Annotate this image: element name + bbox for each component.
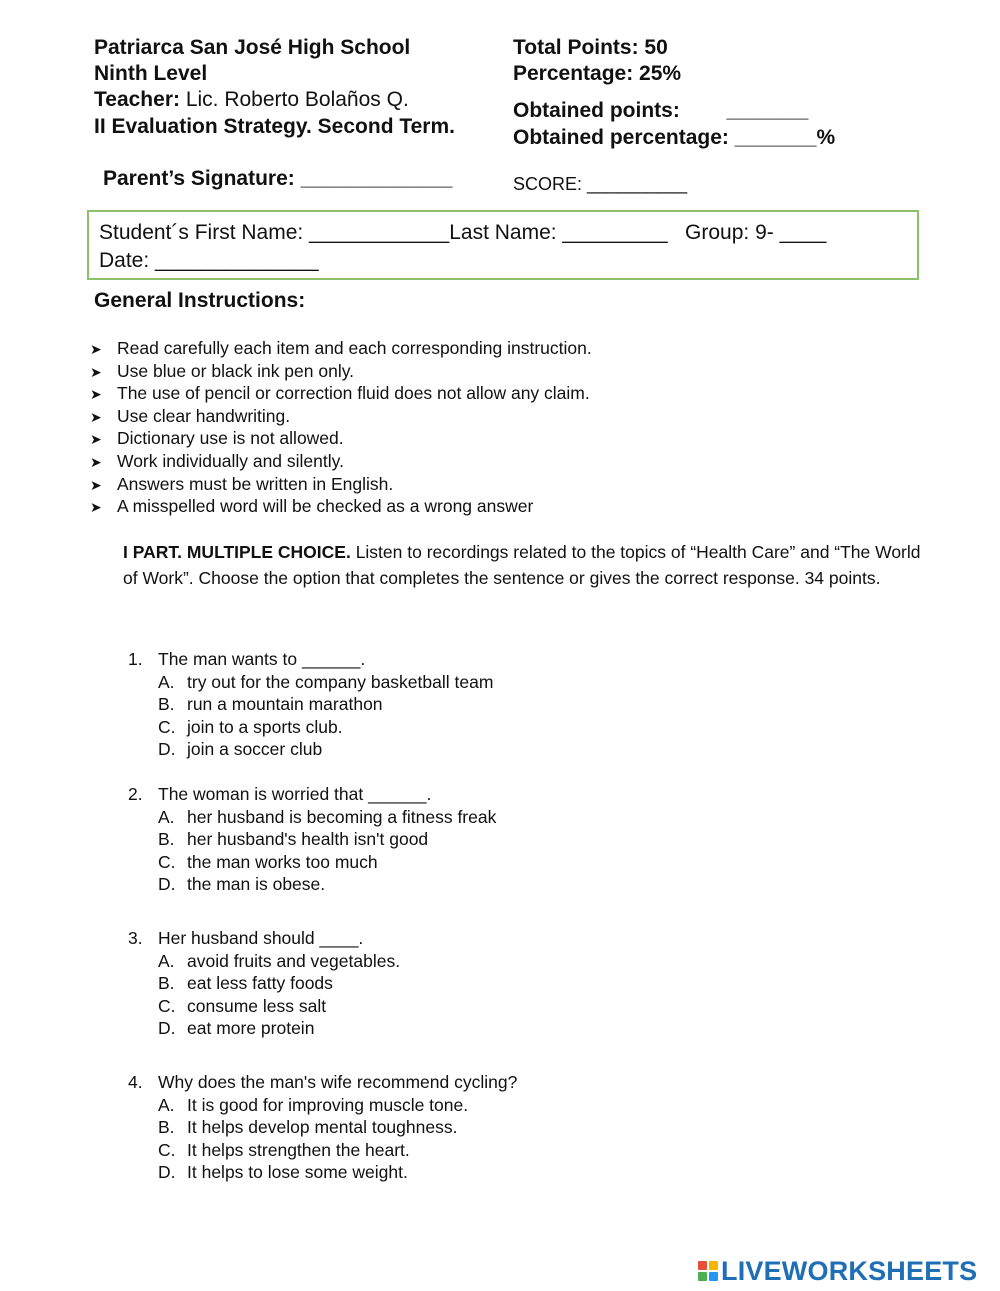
part1-title: I PART. MULTIPLE CHOICE. [123,542,351,562]
question-stem: Why does the man's wife recommend cycling? [158,1072,518,1092]
list-item: ➤ A misspelled word will be checked as a wrong answer [90,495,592,518]
arrow-bullet-icon: ➤ [90,341,102,357]
list-item: ➤ The use of pencil or correction fluid does not allow any claim. [90,382,592,405]
option-b: B. her husband's health isn't good [158,829,429,850]
option-c: C. It helps strengthen the heart. [158,1139,410,1160]
list-item: ➤ Answers must be written in English. [90,473,592,496]
instructions-list [90,337,592,518]
question-stem: Her husband should ____. [158,928,364,948]
liveworksheets-logo [698,1256,977,1286]
score-line: SCORE: __________ [513,174,688,194]
option-d: D. join a soccer club [158,739,323,760]
option-c: C. join to a sports club. [158,716,343,737]
arrow-bullet-icon: ➤ [90,499,102,516]
option-a: A. avoid fruits and vegetables. [158,950,401,971]
logo-text: LIVEWORKSHEETS [721,1255,978,1286]
total-points: Total Points: 50 [513,36,668,59]
question-1: 1. The man wants to ______. A. try out for the company basketball team B. run a mountain marathon C. join to a sports club. D. join a soccer club [128,649,494,760]
arrow-bullet-icon: ➤ [90,363,102,380]
option-d: D. It helps to lose some weight. [158,1162,408,1183]
option-c: C. consume less salt [158,995,327,1016]
list-item: ➤ Read carefully each item and each corresponding instruction. [90,337,592,360]
option-b: B. It helps develop mental toughness. [158,1117,458,1138]
question-stem: The woman is worried that ______. [158,784,432,804]
arrow-bullet-icon: ➤ [90,431,102,448]
question-2: 2. The woman is worried that ______. A. her husband is becoming a fitness freak B. her husband's health isn't good C. the man works too much D. the man is obese. [128,784,497,895]
option-a: A. her husband is becoming a fitness freak [158,806,497,827]
arrow-bullet-icon: ➤ [90,408,102,425]
percentage: Percentage: 25% [513,62,682,85]
list-item: ➤ Use clear handwriting. [90,405,592,428]
teacher-line [94,87,409,113]
teacher-name: Lic. Roberto Bolaños Q. [185,88,409,111]
question-4: 4. Why does the man's wife recommend cycling? A. It is good for improving muscle tone. B. It helps develop mental toughness. C. It helps strengthen the heart. D. It helps to lose some weight. [128,1072,518,1183]
evaluation-title: II Evaluation Strategy. Second Term. [94,115,455,138]
arrow-bullet-icon: ➤ [90,453,102,470]
option-b: B. run a mountain marathon [158,694,383,715]
student-info-box [87,210,919,280]
option-a: A. It is good for improving muscle tone. [158,1094,469,1115]
date-line: Date: ______________ [99,249,319,272]
option-a: A. try out for the company basketball team [158,671,494,692]
option-d: D. the man is obese. [158,874,326,895]
part1-text: Listen to recordings related to the topics of “Health Care” and “The World of Work”. Choose the option that completes the sentence or gives the correct response. 34 points. [123,542,921,588]
school-name: Patriarca San José High School [94,36,411,59]
list-item: ➤ Work individually and silently. [90,450,592,473]
option-b: B. eat less fatty foods [158,973,333,994]
student-name-line: Student´s First Name: ____________Last Name: _________ Group: 9- ____ [99,221,827,244]
parent-signature: Parent’s Signature: _____________ [103,167,453,190]
option-c: C. the man works too much [158,851,378,872]
part1-instructions [123,539,923,591]
list-item: ➤ Dictionary use is not allowed. [90,427,592,450]
instructions-title: General Instructions: [94,289,306,312]
question-3: 3. Her husband should ____. A. avoid fruits and vegetables. B. eat less fatty foods C. consume less salt D. eat more protein [128,928,401,1039]
question-stem: The man wants to ______. [158,649,366,669]
obtained-points: Obtained points: _______ [513,99,809,122]
teacher-label: Teacher: [94,88,180,111]
level: Ninth Level [94,62,208,85]
arrow-bullet-icon: ➤ [90,386,102,403]
option-d: D. eat more protein [158,1018,315,1039]
logo-blocks-icon [698,1261,718,1281]
arrow-bullet-icon: ➤ [90,476,102,493]
list-item: ➤ Use blue or black ink pen only. [90,360,592,383]
obtained-percentage: Obtained percentage: _______% [513,126,836,149]
